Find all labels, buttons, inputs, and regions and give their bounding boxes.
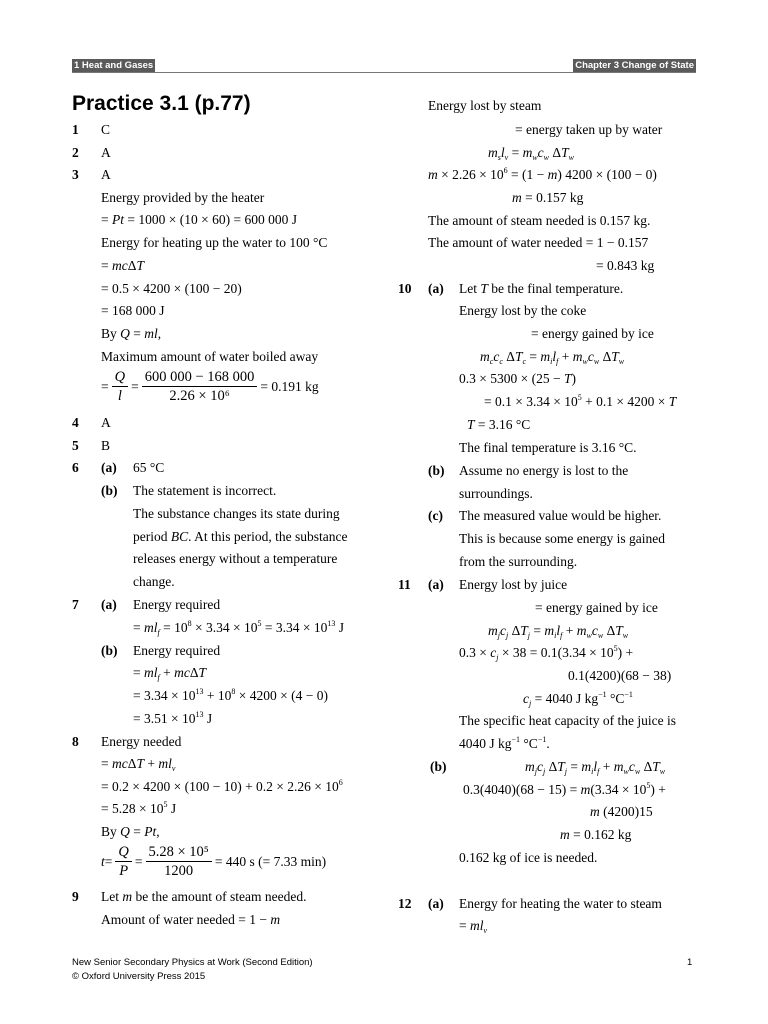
answer-line: B xyxy=(101,438,111,453)
answer-line: 0.3 × 5300 × (25 − T) xyxy=(459,371,576,386)
answer-line: = $ml_f = 10^8 \times 3.34 \times 10^5 = 3.34 \times 10^{13}$ J xyxy=(133,619,344,637)
question-number: 8 xyxy=(72,734,79,749)
fraction-equation: t = $\frac{Q}{P}$ = $\frac{\text{5.28 × 10⁵}}{1200}$ = 440 s (= 7.33 min) xyxy=(101,844,327,879)
question-number: 1 xyxy=(72,122,79,137)
answer-line: This is because some energy is gained xyxy=(459,531,665,546)
answer-line: $c_j = 4040$ J $kg^{-1}$ $^\circ C^{-1}$ xyxy=(523,690,633,708)
answer-line: C xyxy=(101,122,111,137)
answer-line: = $ml_v$ xyxy=(459,918,488,935)
part-label: (a) xyxy=(101,460,117,475)
question-number: 6 xyxy=(72,460,79,475)
answer-line: Energy provided by the heater xyxy=(101,190,265,205)
answer-line: m = 0.157 kg xyxy=(512,190,584,205)
question-number: 4 xyxy=(72,415,79,430)
answer-line: Assume no energy is lost to the xyxy=(459,463,629,478)
answer-line: change. xyxy=(133,574,175,589)
answer-line: The specific heat capacity of the juice is xyxy=(459,713,677,728)
answer-line: Energy for heating the water to steam xyxy=(459,896,662,911)
answer-line: Let T be the final temperature. xyxy=(459,281,624,296)
answer-line: = 0.5 × 4200 × (100 − 20) xyxy=(101,281,242,296)
answer-line: $m_jc_j$ $\Delta T_j = m_il_f + m_wc_w$ $\Delta T_w$ xyxy=(525,759,666,776)
footer-copyright: © Oxford University Press 2015 xyxy=(72,971,206,982)
header-section-label: 1 Heat and Gases xyxy=(74,60,154,71)
answer-line: 0.162 kg of ice is needed. xyxy=(459,850,598,865)
answer-line: = $3.34 \times 10^{13} + 10^8 \times 4200 \times (4 - 0)$ xyxy=(133,687,328,703)
part-label: (b) xyxy=(101,643,118,658)
answer-line: Energy lost by steam xyxy=(428,98,542,113)
answer-line: = $0.2 \times 4200 \times (100 - 10) + 0.2 \times 2.26 \times 10^6$ xyxy=(101,778,343,794)
answer-line: m (4200)15 xyxy=(590,804,653,819)
header-chapter-label: Chapter 3 Change of State xyxy=(575,60,694,71)
question-number: 2 xyxy=(72,145,79,160)
answer-line: = energy gained by ice xyxy=(535,600,658,615)
answer-line: The statement is incorrect. xyxy=(133,483,277,498)
answer-line: The final temperature is 3.16 °C. xyxy=(459,440,637,455)
answer-line: Energy needed xyxy=(101,734,182,749)
answer-line: = $3.51 \times 10^{13}$ J xyxy=(133,710,213,726)
answer-line: By Q = Pt, xyxy=(101,824,160,839)
question-number: 7 xyxy=(72,597,79,612)
fraction-equation: = $\frac{Q}{l}$ = $\frac{600 000 - 168 000}{\text{2.26 × 10⁶}}$ = 0.191 kg xyxy=(101,369,319,404)
answer-line: = $ml_f + mc\Delta T$ xyxy=(133,665,207,682)
answer-line: $m \times 2.26 \times 10^6 = (1 - m) 4200 \times (100 - 0)$ xyxy=(428,166,657,182)
answer-line: $0.3 \times c_j \times 38 = 0.1(3.34 \times 10^5)$ + xyxy=(459,644,634,662)
question-number: 5 xyxy=(72,438,79,453)
answer-line: Let m be the amount of steam needed. xyxy=(101,889,307,904)
question-number: 11 xyxy=(398,577,411,592)
answer-line: 65 °C xyxy=(133,460,165,475)
answer-line: surroundings. xyxy=(459,486,533,501)
answer-line: = mcΔT xyxy=(101,258,144,273)
part-label: (b) xyxy=(101,483,118,498)
answer-line: The amount of water needed = 1 − 0.157 xyxy=(428,235,649,250)
answer-line: Energy lost by the coke xyxy=(459,303,587,318)
answer-line: By Q = ml, xyxy=(101,326,162,341)
answer-line: The measured value would be higher. xyxy=(459,508,662,523)
answer-line: m = 0.162 kg xyxy=(560,827,632,842)
answer-line: $0.3(4040)(68 - 15) = m(3.34 \times 10^5)$ + xyxy=(463,781,666,797)
question-number: 3 xyxy=(72,167,79,182)
answer-line: Amount of water needed = 1 − m xyxy=(101,912,281,927)
answer-line: Energy lost by juice xyxy=(459,577,568,592)
part-label: (a) xyxy=(428,577,444,592)
part-label: (b) xyxy=(430,759,447,774)
part-label: (c) xyxy=(428,508,443,523)
header-rule xyxy=(72,72,696,73)
answer-line: = 0.843 kg xyxy=(596,258,655,273)
answer-line: releases energy without a temperature xyxy=(133,551,338,566)
question-number: 12 xyxy=(398,896,412,911)
answer-line: = $5.28 \times 10^5$ J xyxy=(101,800,177,816)
answer-line: = $0.1 \times 3.34 \times 10^5 + 0.1 \times 4200 \times T$ xyxy=(484,393,677,409)
question-number: 9 xyxy=(72,889,79,904)
answer-line: = energy gained by ice xyxy=(531,326,654,341)
answer-line: Energy for heating up the water to 100 °C xyxy=(101,235,328,250)
page-number: 1 xyxy=(687,957,693,968)
answer-line: from the surrounding. xyxy=(459,554,578,569)
answer-line: = Pt = 1000 × (10 × 60) = 600 000 J xyxy=(101,212,297,227)
part-label: (a) xyxy=(101,597,117,612)
question-number: 10 xyxy=(398,281,412,296)
answer-line: $m_jc_j$ $\Delta T_j = m_il_f + m_wc_w$ $\Delta T_w$ xyxy=(488,623,629,640)
answer-line: The substance changes its state during xyxy=(133,506,340,521)
answer-line: Energy required xyxy=(133,597,221,612)
answer-line: A xyxy=(101,167,111,182)
answer-line: 4040 J $kg^{-1}$ $^\circ C^{-1}$. xyxy=(459,735,550,751)
answer-line: T = 3.16 °C xyxy=(467,417,531,432)
answer-line: A xyxy=(101,145,111,160)
answer-line: The amount of steam needed is 0.157 kg. xyxy=(428,213,651,228)
footer-book-title: New Senior Secondary Physics at Work (Second Edition) xyxy=(72,957,313,968)
answer-line: period BC. At this period, the substance xyxy=(133,529,348,544)
answer-line: Maximum amount of water boiled away xyxy=(101,349,319,364)
answer-line: = 168 000 J xyxy=(101,303,165,318)
part-label: (b) xyxy=(428,463,445,478)
answer-line: $m_cc_c$ $\Delta T_c = m_il_f + m_wc_w$ $\Delta T_w$ xyxy=(480,349,625,366)
answer-line: A xyxy=(101,415,111,430)
page-title: Practice 3.1 (p.77) xyxy=(72,92,251,115)
answer-line: 0.1(4200)(68 − 38) xyxy=(568,668,672,683)
part-label: (a) xyxy=(428,281,444,296)
answer-line: Energy required xyxy=(133,643,221,658)
part-label: (a) xyxy=(428,896,444,911)
answer-line: = $mc\Delta T + ml_v$ xyxy=(101,756,176,773)
answer-line: = energy taken up by water xyxy=(515,122,663,137)
answer-line: $m_sl_v = m_wc_w$ $\Delta T_w$ xyxy=(488,145,574,162)
